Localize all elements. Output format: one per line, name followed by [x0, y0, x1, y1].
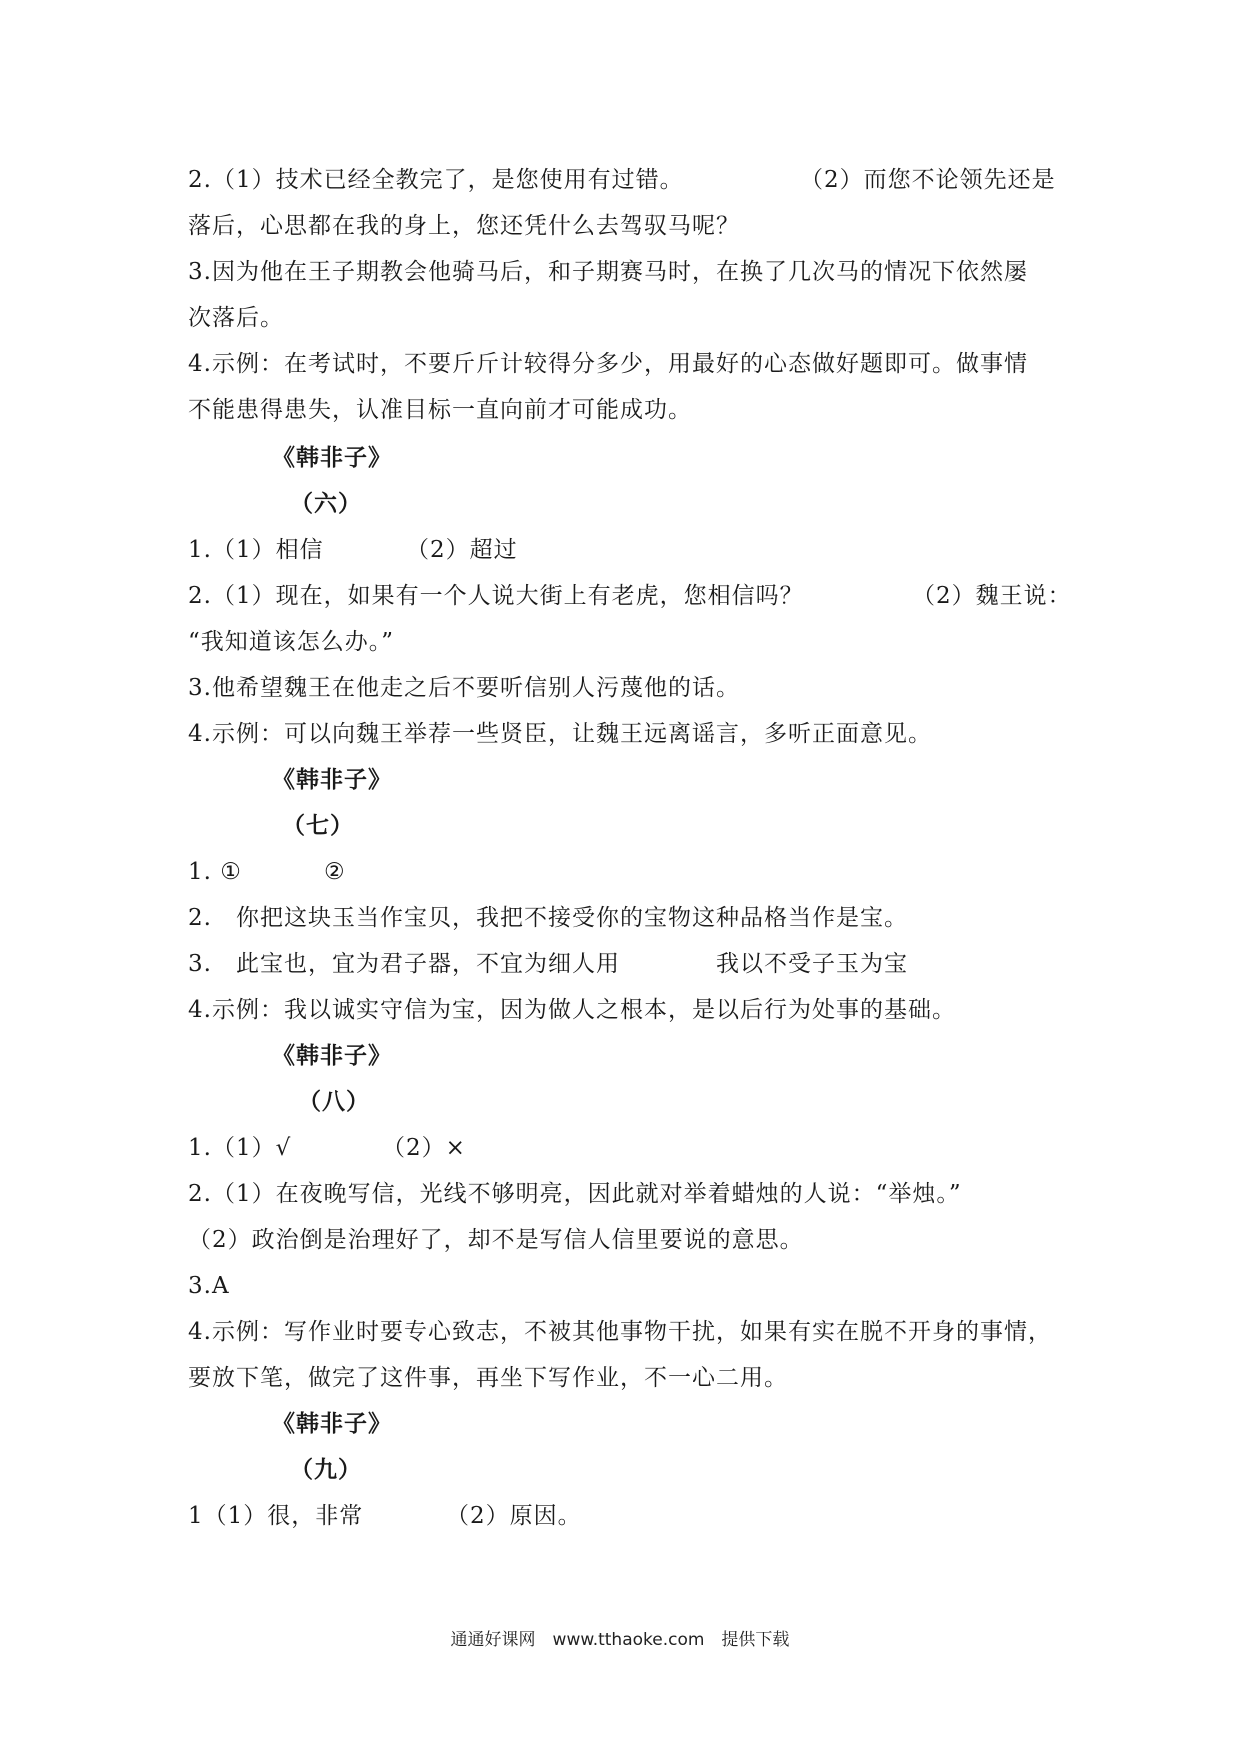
answer-text: 2.（1）现在，如果有一个人说大街上有老虎，您相信吗？: [188, 583, 804, 609]
answer-line: 4.示例：在考试时，不要斤斤计较得分多少，用最好的心态做好题即可。做事情: [188, 351, 1028, 377]
answer-line: 2.（1）在夜晚写信，光线不够明亮，因此就对举着蜡烛的人说：“举烛。”: [188, 1181, 962, 1207]
answer-text: （2）超过: [406, 537, 518, 563]
section-book-title: 《韩非子》: [272, 766, 392, 793]
section-number: （七）: [282, 812, 354, 839]
answer-line: 要放下笔，做完了这件事，再坐下写作业，不一心二用。: [188, 1365, 788, 1391]
section-book-title: 《韩非子》: [272, 444, 392, 471]
answer-line: [188, 581, 1072, 611]
section-book-title: 《韩非子》: [272, 1410, 392, 1437]
answer-line: [188, 949, 908, 979]
answer-line: 2. 你把这块玉当作宝贝，我把不接受你的宝物这种品格当作是宝。: [188, 905, 908, 931]
section-number: （九）: [290, 1456, 362, 1483]
answer-line: [188, 535, 518, 565]
section-number: （六）: [290, 490, 362, 517]
section-book-title: 《韩非子》: [272, 1042, 392, 1069]
answer-text: 1.（1）相信: [188, 537, 324, 563]
answer-line: 4.示例：可以向魏王举荐一些贤臣，让魏王远离谣言，多听正面意见。: [188, 721, 932, 747]
answer-line: 4.示例：我以诚实守信为宝，因为做人之根本，是以后行为处事的基础。: [188, 997, 956, 1023]
answer-text: 1（1）很，非常: [188, 1503, 364, 1529]
answer-line: 4.示例：写作业时要专心致志，不被其他事物干扰，如果有实在脱不开身的事情，: [188, 1319, 1052, 1345]
answer-text: （2）×: [382, 1135, 466, 1161]
answer-line: [188, 1501, 582, 1531]
answer-text: （2）原因。: [446, 1503, 582, 1529]
answer-text: 3. 此宝也，宜为君子器，不宜为细人用: [188, 951, 620, 977]
answer-line: “我知道该怎么办。”: [188, 629, 395, 655]
answer-text: 我以不受子玉为宝: [716, 951, 908, 977]
answer-line: [188, 857, 346, 887]
answer-text: （2）魏王说：: [912, 583, 1072, 609]
answer-line: 次落后。: [188, 305, 284, 331]
answer-line: 不能患得患失，认准目标一直向前才可能成功。: [188, 397, 692, 423]
answer-line: 3.他希望魏王在他走之后不要听信别人污蔑他的话。: [188, 675, 740, 701]
answer-text: ②: [324, 859, 346, 885]
answer-line: 3.A: [188, 1273, 230, 1299]
answer-text: 2.（1）技术已经全教完了，是您使用有过错。: [188, 167, 684, 193]
answer-text: 1.（1）√: [188, 1135, 292, 1161]
answer-text: 1. ①: [188, 859, 242, 885]
answer-line: 3.因为他在王子期教会他骑马后，和子期赛马时，在换了几次马的情况下依然屡: [188, 259, 1028, 285]
page-footer: 通通好课网 www.tthaoke.com 提供下载: [450, 1630, 790, 1650]
answer-text: （2）而您不论领先还是: [800, 167, 1056, 193]
answer-line: 落后，心思都在我的身上，您还凭什么去驾驭马呢？: [188, 213, 740, 239]
answer-line: [188, 1133, 466, 1163]
answer-line: [188, 165, 1056, 195]
answer-line: （2）政治倒是治理好了，却不是写信人信里要说的意思。: [188, 1227, 804, 1253]
section-number: （八）: [298, 1088, 370, 1115]
